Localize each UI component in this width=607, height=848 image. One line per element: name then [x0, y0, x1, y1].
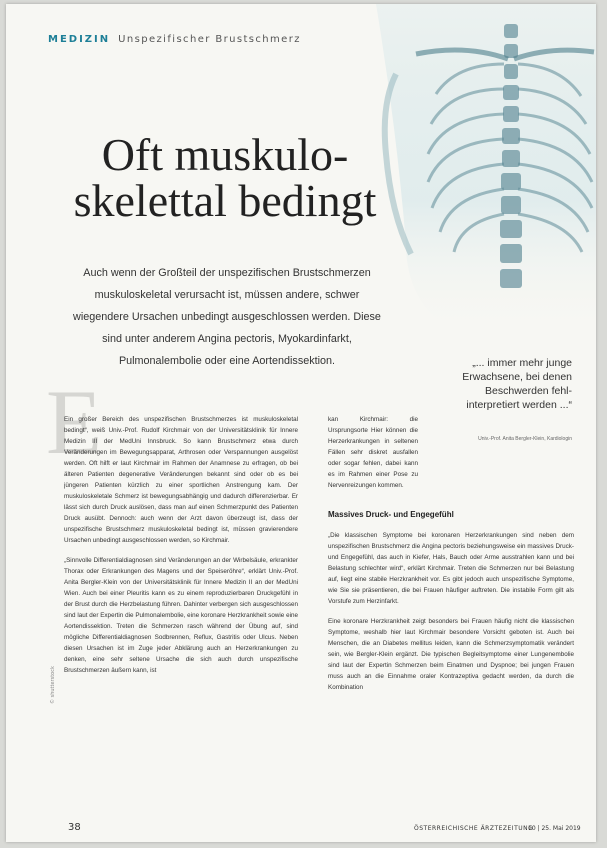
title-line-2: skelettal bedingt	[73, 175, 377, 226]
body-column-left	[64, 414, 298, 792]
section-label: MEDIZIN	[48, 34, 111, 45]
title-line-1: Oft muskulo-	[101, 129, 349, 180]
body-paragraph: „Die klassischen Symptome bei koronaren Herzerkrankungen sind neben dem unspezifischen Brustschmerz die Angina pectoris beziehungsweise ein massives Druck- und Engegefühl, das auch in Kiefer, Hals, Bauch oder Arme ausstrahlen kann und bei Belastung schlechter wird“, erklärt Kirchmair. Treten die Schmerzen nur bei Belastung auf, liegt eine stabile Herzkrankheit vor. Es gibt jedoch auch unspezifische Symptome, wie Sie sie präsentieren, die bei Frauen häufiger auftreten. Die instabile Form gilt als Vorstufe zum Herzinfarkt.	[328, 532, 574, 605]
body-column-right-intro	[328, 414, 418, 504]
image-credit: © shutterstock	[50, 666, 56, 704]
pull-quote-author: Univ.-Prof. Anita Bergler-Klein, Kardiologin	[478, 436, 572, 442]
section-header	[48, 34, 301, 45]
body-paragraph: Ein großer Bereich des unspezifischen Brustschmerzes ist muskuloskeletal bedingt“, weiß Univ.-Prof. Rudolf Kirchmair von der Universitätsklinik für Innere Medizin III der MedUni Innsbruck. So kann Brustschmerz etwa durch Veränderungen im Bewegungsapparat, Arthrosen oder Verspannungen ausgelöst werden. Oft hilft er laut Kirchmair im Rahmen der Anamnese zu erfragen, ob bei älteren Patienten degenerative Veränderungen bekannt sind oder ob es bei jüngeren Patienten kürzlich zu einer sportlichen Anstrengung kam. Der muskuloskeletale Schmerz ist bewegungsabhängig und dadurch differenzierbar. Er lässt sich durch Druck auslösen, dass man auf einen Schmerzpunkt des Patienten Druck ausübt. Dennoch: auch wenn der Arzt davon überzeugt ist, dass der unspezifische Brustschmerz muskuloskeletal bedingt ist, müssen gravierendere Ursachen unbedingt ausgeschlossen werden, so Kirchmair.	[64, 416, 298, 544]
magazine-page	[6, 4, 596, 842]
drop-initial: E	[46, 371, 103, 473]
page-number: 38	[68, 822, 81, 833]
subheading: Massives Druck- und Engegefühl	[328, 510, 454, 519]
lead-paragraph: Auch wenn der Großteil der unspezifischen Brustschmerzen muskuloskeletal verursacht ist, müssen andere, schwer wiegendere Ursachen unbedingt ausgeschlossen werden. Diese sind unter anderem Angina pectoris, Myokardinfarkt, Pulmonalembolie oder eine Aortendissektion.	[73, 267, 381, 367]
body-paragraph: „Sinnvolle Differentialdiagnosen sind Veränderungen an der Wirbelsäule, erkrankter Thorax oder Erkrankungen des Magens und der Speiseröhre“, erklärt Univ.-Prof. Anita Bergler-Klein von der Universitätsklinik für Innere Medizin II an der MedUni Wien. Auch bei einer Pleuritis kann es zu einem reproduzierbaren Druckgefühl in der Brust durch die Herzbelastung führen. Dahinter verbergen sich ausgeschlossen sind laut der Expertin die Pulmonalembolie, eine koronare Herzkrankheit sowie eine Aortendissektion. Treten die Schmerzen rasch während der Übung auf, sind mögliche Differentialdiagnosen Sodbrennen, Reflux, Gastritis oder Ulcus. Neben diesen Ursachen ist im Zuge jeder Abklärung auch an Herzerkrankungen zu denken, eine sehr seltene Ursache die sich auch durch unspezifische Brustschmerzen äußern kann, ist	[64, 557, 298, 674]
body-column-right	[328, 501, 574, 801]
issue-date: 10 | 25. Mai 2019	[528, 825, 581, 832]
subsection-label: Unspezifischer Brustschmerz	[118, 34, 301, 45]
body-paragraph: Eine koronare Herzkrankheit zeigt besonders bei Frauen häufig nicht die klassischen Symptome, weshalb hier laut Kirchmair besondere Vorsicht geboten ist. Auch bei Menschen, die an Diabetes mellitus leiden, kann die Schmerzsymptomatik verändert sein, wie Bergler-Klein ergänzt. Die typischen Begleitsymptome einer Lungenembolie sind laut der Expertin Schmerzen beim Einatmen und Dyspnoe; bei jungen Frauen muss auch an die Einnahme oraler Kontrazeptiva gedacht werden, da durch die Kombination	[328, 618, 574, 691]
publication-name: ÖSTERREICHISCHE ÄRZTEZEITUNG	[414, 825, 534, 832]
body-paragraph: kan Kirchmair: die Ursprungsorte Hier können die Herzerkrankungen in seltenen Fällen sehr diskret ausfallen oder sogar fehlen, dabei kann es im Rahmen einer Pose zu Nervenreizungen kommen.	[328, 416, 418, 489]
article-title	[60, 129, 390, 226]
pull-quote: „... immer mehr junge Erwachsene, bei denen Beschwerden fehl-interpretiert werden ...“	[462, 357, 572, 411]
